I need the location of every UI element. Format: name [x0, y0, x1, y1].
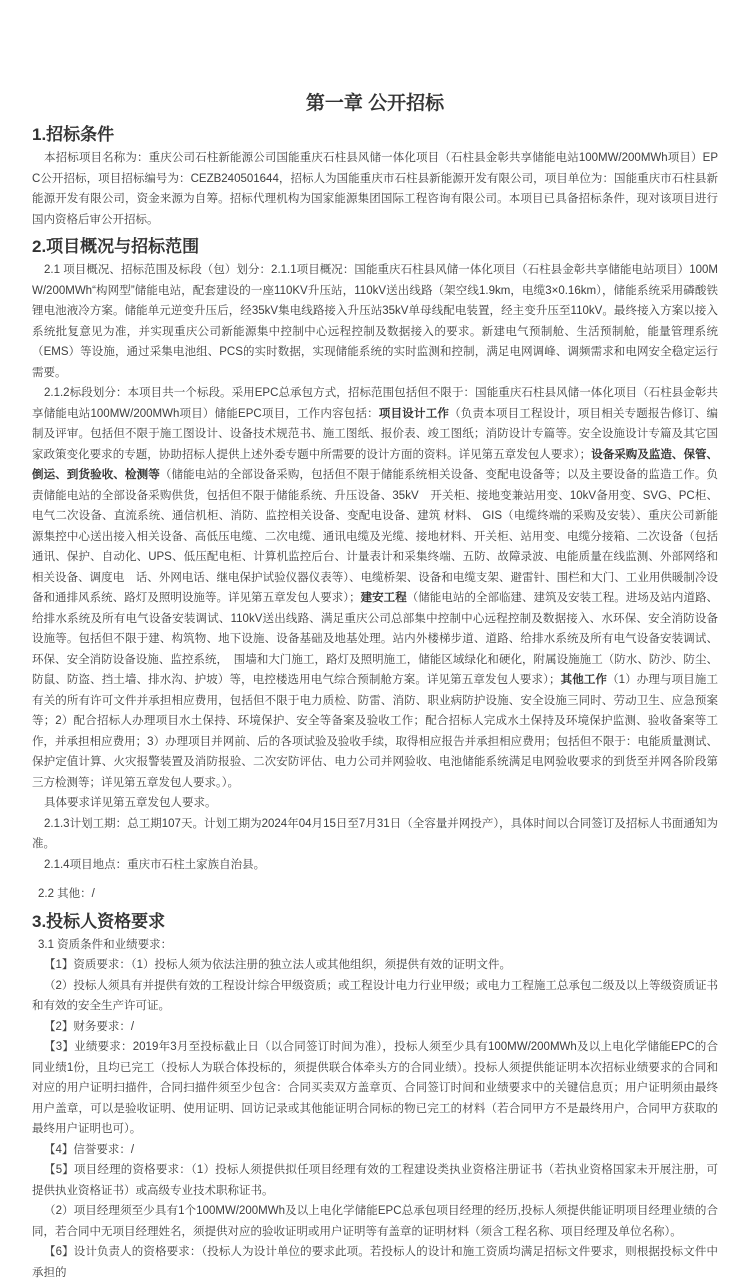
- paragraph-project-manager-requirement: 【5】项目经理的资格要求：（1）投标人须提供拟任项目经理有效的工程建设类执业资格注册证书（若执业资格国家未开展注册，可提供执业资格证书）或高级专业技术职称证书。: [32, 1160, 718, 1201]
- bold-run: 建安工程: [361, 592, 407, 604]
- paragraph-qualification-requirement: 【1】资质要求：（1）投标人须为依法注册的独立法人或其他组织，须提供有效的证明文件。: [32, 955, 718, 976]
- paragraph-project-manager-requirement-2: （2）项目经理须至少具有1个100MW/200MWh及以上电化学储能EPC总承包项目经理的经历,投标人须提供能证明项目经理业绩的合同，若合同中无项目经理姓名，须提供对应的验收证明或用户证明等有盖章的证明材料（须含工程名称、项目经理及单位名称）。: [32, 1201, 718, 1242]
- text-run: （储能电站的全部设备采购，包括但不限于储能系统相关设备、变配电设备等；以及主要设备的监造工作。负责储能电站的全部设备采购供货，包括但不限于储能系统、升压设备、35kV 开关柜、接地变兼站用变、10kV备用变、SVG、PC柜、电气二次设备、直流系统、通信机柜、消防、监控相关设备、变配电设备、建筑 材料、 GIS（电缆终端的采购及安装）、重庆公司新能源集控中心送出接入相关设备、高低压电缆、二次电缆、通讯电缆及光缆、接地材料、开关柜、站用变、电缆分接箱、二次设备（包括通讯、保护、自动化、UPS、低压配电柜、计算机监控后台、计量表计和采集终端、五防、故障录波、电能质量在线监测、外部网络和相关设备、调度电 话、外网电话、继电保护试验仪器仪表等）、电缆桥架、设备和电缆支架、避雷针、围栏和大门、工业用供暖制冷设备和通排风系统、路灯及照明设施等。详见第五章发包人要求）；: [32, 469, 718, 604]
- bold-run: 设备采购及监造、保管、倒运、到货验收、检测等: [32, 449, 718, 482]
- section-bidding-conditions: [32, 124, 718, 230]
- paragraph-detail-note: 具体要求详见第五章发包人要求。: [32, 793, 718, 814]
- paragraph-performance-requirement: 【3】业绩要求：2019年3月至投标截止日（以合同签订时间为准），投标人须至少具有100MW/200MWh及以上电化学储能EPC的合同业绩1份，且均已完工（投标人为联合体投标的，须提供联合体牵头方的合同业绩）。投标人须提供能证明本次招标业绩要求的合同和对应的用户证明扫描件，合同扫描件须至少包含：合同买卖双方盖章页、合同签订时间和业绩要求中的关键信息页；用户证明须由最终用户盖章，可以是验收证明、使用证明、回访记录或其他能证明合同标的物已完工的材料（若合同甲方不是最终用户，合同甲方获取的最终用户证明也可）。: [32, 1037, 718, 1140]
- text-run: （负责本项目工程设计，项目相关专题报告修订、编制及评审。包括但不限于施工图设计、设备技术规范书、施工图纸、报价表、竣工图纸；消防设计专篇等。安全设施设计专篇及其它国家政策变化要求的专题，协助招标人提供上述外委专题中所需要的设计方面的资料。详见第五章发包人要求）；: [32, 408, 718, 461]
- paragraph-bidding-conditions: 本招标项目名称为：重庆公司石柱新能源公司国能重庆石柱县风储一体化项目（石柱县金彰共享储能电站100MW/200MWh项目）EPC公开招标，项目招标编号为：CEZB240501644，招标人为国能重庆市石柱县新能源开发有限公司，项目单位为：国能重庆市石柱县新能源开发有限公司，资金来源为自筹。招标代理机构为国家能源集团国际工程咨询有限公司。本项目已具备招标条件，现对该项目进行国内资格后审公开招标。: [32, 148, 718, 230]
- paragraph-schedule: 2.1.3计划工期：总工期107天。计划工期为2024年04月15日至7月31日（全容量并网投产），具体时间以合同签订及招标人书面通知为准。: [32, 814, 718, 855]
- section-project-overview: [32, 236, 718, 905]
- bold-run: 其他工作: [560, 674, 607, 686]
- paragraph-lot-division: [32, 383, 718, 793]
- paragraph-project-overview: 2.1 项目概况、招标范围及标段（包）划分：2.1.1项目概况：国能重庆石柱县风储一体化项目（石柱县金彰共享储能电站项目）100MW/200MWh“构网型”储能电站，配套建设的一座110KV升压站，110kV送出线路（架空线1.9km，电缆3×0.16km），储能系统采用磷酸铁锂电池液冷方案。储能单元逆变升压后，经35kV集电线路接入升压站35kV单母线配电装置，经主变升压至110kV。最终接入方案以接入系统批复意见为准，并实现重庆公司新能源集中控制中心远程控制及数据接入的要求。新建电气预制舱、生活预制舱，能量管理系统（EMS）等设施，通过采集电池组、PCS的实时数据，实现储能系统的实时监测和控制，满足电网调峰、调频需求和电网安全稳定运行需要。: [32, 260, 718, 383]
- paragraph-location: 2.1.4项目地点：重庆市石柱土家族自治县。: [32, 855, 718, 876]
- text-run: 2.1.2标段划分：本项目共一个标段。采用EPC总承包方式，招标范围包括但不限于：国能重庆石柱县风储一体化项目（石柱县金彰共享储能电站100MW/200MWh项目）储能EPC项目，工作内容包括：: [32, 387, 718, 420]
- heading-project-overview: 2.项目概况与招标范围: [32, 236, 718, 258]
- paragraph-reputation-requirement: 【4】信誉要求：/: [32, 1140, 718, 1161]
- text-run: （储能电站的全部临建、建筑及安装工程。进场及站内道路、给排水系统及所有电气设备安装调试、110kV送出线路、满足重庆公司总部集中控制中心远程控制及数据接入、水环保、安全消防设备设施等。包括但不限于建、构筑物、地下设施、设备基础及地基处理。站内外楼梯步道、道路、给排水系统及所有电气设备安装调试、环保、安全消防设备设施、监控系统， 围墙和大门施工，路灯及照明施工，储能区域绿化和硬化，附属设施施工（防水、防沙、防尘、防鼠、防盗、挡土墙、排水沟、护坡）等，电控楼选用电气综合预制舱方案。详见第五章发包人要求）；: [32, 592, 718, 686]
- paragraph-qualification-intro: 3.1 资质条件和业绩要求：: [32, 935, 718, 956]
- heading-bidding-conditions: 1.招标条件: [32, 124, 718, 146]
- paragraph-design-lead-requirement: 【6】设计负责人的资格要求：（投标人为设计单位的要求此项。若投标人的设计和施工资质均满足招标文件要求，则根据投标文件中承担的: [32, 1242, 718, 1283]
- page-title: 第一章 公开招标: [32, 92, 718, 116]
- heading-bidder-qualification: 3.投标人资格要求: [32, 911, 718, 933]
- paragraph-other: 2.2 其他：/: [32, 884, 718, 905]
- paragraph-financial-requirement: 【2】财务要求：/: [32, 1017, 718, 1038]
- text-run: （1）办理与项目施工有关的所有许可文件并承担相应费用，包括但不限于电力质检、防雷、消防、职业病防护设施、安全设施三同时、劳动卫生、应急预案等；2）配合招标人办理项目水土保持、环境保护、安全等备案及验收工作；配合招标人完成水土保持及环境保护监测、验收备案等工作，并承担相应费用；3）办理项目并网前、后的各项试验及验收手续，取得相应报告并承担相应费用；包括但不限于：电能质量测试、保护定值计算、火灾报警装置及消防报验、二次安防评估、电力公司并网验收、电池储能系统满足电网验收要求的到货至并网各阶段第三方检测等；详见第五章发包人要求。）。: [32, 674, 718, 789]
- bold-run: 项目设计工作: [379, 408, 449, 420]
- section-bidder-qualification: [32, 911, 718, 1283]
- paragraph-qualification-requirement-2: （2）投标人须具有并提供有效的工程设计综合甲级资质；或工程设计电力行业甲级；或电力工程施工总承包二级及以上等级资质证书和有效的安全生产许可证。: [32, 976, 718, 1017]
